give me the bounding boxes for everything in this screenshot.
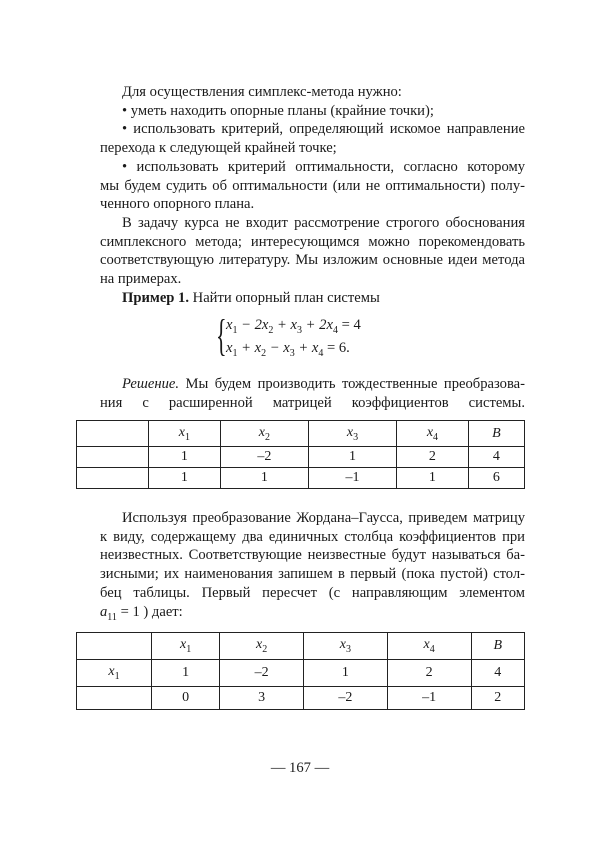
para2-last-line: $a_{11} = 1$ ) дает: xyxy=(100,604,183,623)
text-line: • уметь находить опорные планы (крайние точки); xyxy=(122,102,434,119)
text-line: ченного опорного плана. xyxy=(100,196,255,213)
table-row xyxy=(77,660,525,687)
table-cell: B xyxy=(471,633,524,660)
text-line: симплексного метода; интересующимся можно порекомендовать xyxy=(100,233,525,250)
text-line: бец таблицы. Первый пересчет (с направляющим элементом xyxy=(100,584,525,601)
table-cell: $x_4$ xyxy=(387,633,471,660)
matrix-table-2 xyxy=(76,632,525,710)
text-line: • использовать критерий, определяющий искомое направление xyxy=(122,121,525,138)
table-cell: 3 xyxy=(220,687,304,710)
table-cell: –1 xyxy=(308,468,396,489)
table-row xyxy=(77,447,525,468)
table-cell: 4 xyxy=(471,660,524,687)
table-cell: –2 xyxy=(304,687,388,710)
table-cell: $x_1$ xyxy=(152,633,220,660)
table-cell xyxy=(77,687,152,710)
table-cell: B xyxy=(468,421,524,447)
page-number: — 167 — xyxy=(270,760,330,776)
text-line: • использовать критерий оптимальности, согласно которому xyxy=(122,158,525,175)
text-line: мы будем судить об оптимальности (или не оптимальности) полу- xyxy=(100,177,525,194)
table-cell: 2 xyxy=(397,447,469,468)
table-cell xyxy=(77,468,149,489)
table-cell xyxy=(77,633,152,660)
text-line: перехода к следующей крайней точке; xyxy=(100,140,337,157)
table-cell: 1 xyxy=(308,447,396,468)
table-cell: $x_2$ xyxy=(220,421,308,447)
table-row xyxy=(77,687,525,710)
table-cell: 0 xyxy=(152,687,220,710)
table-cell: 1 xyxy=(220,468,308,489)
table-cell: $x_3$ xyxy=(308,421,396,447)
solution-line-2: ния с расширенной матрицей коэффициентов системы. xyxy=(100,395,525,411)
table-cell: 1 xyxy=(149,468,221,489)
system-brace: { xyxy=(216,311,227,360)
table-cell: –2 xyxy=(220,660,304,687)
table-cell: 2 xyxy=(387,660,471,687)
text-line: неизвестных. Соответствующие неизвестные будут называться ба- xyxy=(100,547,525,564)
text-line: В задачу курса не входит рассмотрение строгого обоснования xyxy=(122,214,525,231)
table-header-row xyxy=(77,633,525,660)
text-line: соответствующую литературу. Мы изложим основные идеи метода xyxy=(100,252,525,269)
text-line: зисными; их наименования запишем в первый (пока пустой) стол- xyxy=(100,566,525,583)
table-cell: $x_2$ xyxy=(220,633,304,660)
table-row xyxy=(77,468,525,489)
table-header-row xyxy=(77,421,525,447)
table-cell: 1 xyxy=(149,447,221,468)
table-cell: $x_1$ xyxy=(149,421,221,447)
table-cell: 1 xyxy=(397,468,469,489)
text-line: на примерах. xyxy=(100,271,182,287)
table-cell xyxy=(77,447,149,468)
matrix-table-1 xyxy=(76,420,525,489)
table-cell: 1 xyxy=(152,660,220,687)
table-cell: $x_4$ xyxy=(397,421,469,447)
text-line: Используя преобразование Жордана–Гаусса, приведем матрицу xyxy=(122,510,525,526)
table-cell: 1 xyxy=(304,660,388,687)
table-cell: –2 xyxy=(220,447,308,468)
equation: $x_1 - 2x_2 + x_3 + 2x_4 = 4$ xyxy=(226,317,361,336)
table-cell: –1 xyxy=(387,687,471,710)
equation: $x_1 + x_2 - x_3 + x_4 = 6$. xyxy=(226,340,350,359)
table-cell: $x_3$ xyxy=(304,633,388,660)
text-line: Для осуществления симплекс-метода нужно: xyxy=(122,84,402,100)
table-cell: $x_1$ xyxy=(77,660,152,687)
table-cell: 6 xyxy=(468,468,524,489)
example-heading: Пример 1. Найти опорный план системы xyxy=(122,290,380,306)
solution-line-1: Решение. Мы будем производить тождественные преобразова- xyxy=(122,376,525,392)
text-line: к виду, содержащему два единичных столбца коэффициентов при xyxy=(100,528,525,545)
table-cell: 2 xyxy=(471,687,524,710)
table-cell: 4 xyxy=(468,447,524,468)
table-cell xyxy=(77,421,149,447)
